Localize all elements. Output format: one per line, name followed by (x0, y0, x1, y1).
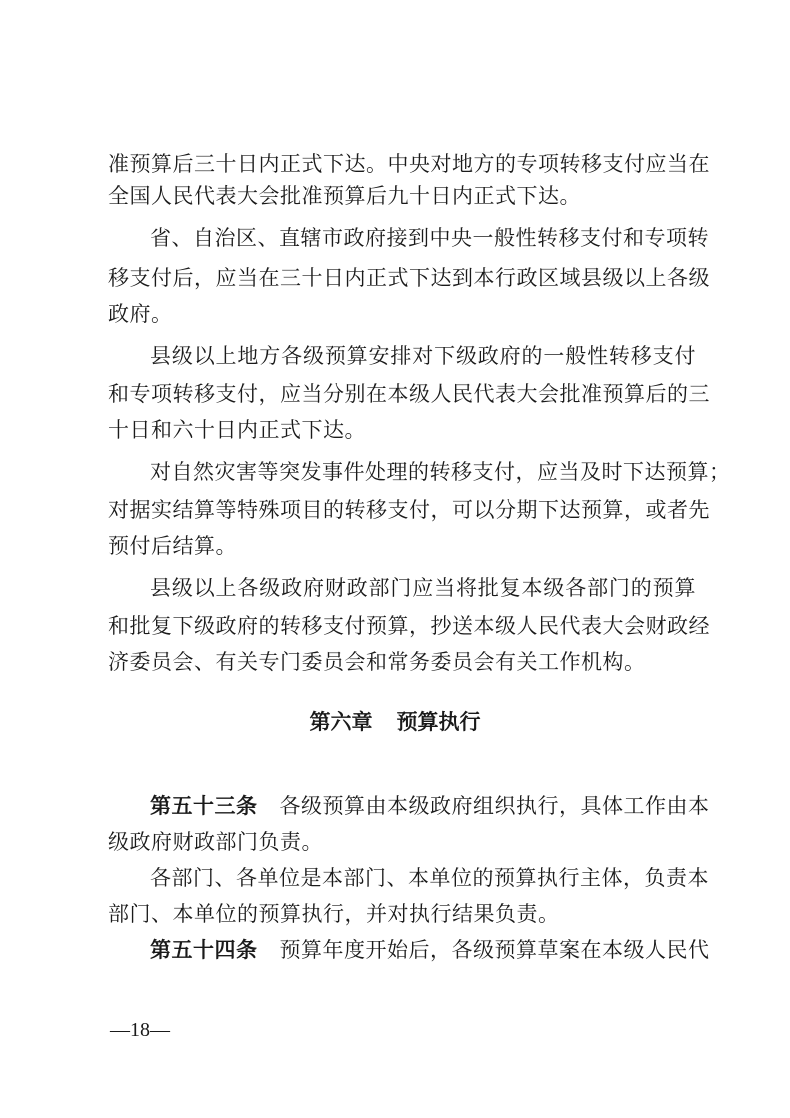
article-54-label: 第五十四条 (150, 938, 258, 962)
text-line: 和专项转移支付，应当分别在本级人民代表大会批准预算后的三 (108, 382, 710, 406)
text-line: 政府。 (108, 302, 173, 326)
text-line: 部门、本单位的预算执行，并对执行结果负责。 (108, 902, 560, 926)
chapter-heading (0, 706, 790, 738)
text-line: 对据实结算等特殊项目的转移支付，可以分期下达预算，或者先 (108, 498, 710, 522)
text-line: 济委员会、有关专门委员会和常务委员会有关工作机构。 (108, 650, 646, 674)
text-line: 县级以上各级政府财政部门应当将批复本级各部门的预算 (150, 576, 696, 600)
text-line: 全国人民代表大会批准预算后九十日内正式下达。 (108, 184, 581, 208)
text-line: 级政府财政部门负责。 (108, 830, 323, 854)
page-number: —18— (110, 1019, 170, 1041)
article-54-text: 预算年度开始后，各级预算草案在本级人民代 (279, 938, 710, 962)
text-line: 预付后结算。 (108, 534, 237, 558)
article-54-line (150, 934, 710, 966)
text-line: 和批复下级政府的转移支付预算，抄送本级人民代表大会财政经 (108, 614, 710, 638)
article-53-text: 各级预算由本级政府组织执行，具体工作由本 (279, 794, 710, 818)
text-line: 移支付后，应当在三十日内正式下达到本行政区域县级以上各级 (108, 266, 710, 290)
article-53-label: 第五十三条 (150, 794, 258, 818)
text-line: 县级以上地方各级预算安排对下级政府的一般性转移支付 (150, 344, 696, 368)
text-line: 各部门、各单位是本部门、本单位的预算执行主体，负责本 (150, 866, 709, 890)
chapter-title: 预算执行 (396, 710, 481, 734)
text-line: 对自然灾害等突发事件处理的转移支付，应当及时下达预算； (150, 460, 731, 484)
chapter-number: 第六章 (309, 710, 373, 734)
article-53-line (150, 790, 710, 822)
text-line: 省、自治区、直辖市政府接到中央一般性转移支付和专项转 (150, 226, 709, 250)
text-line: 十日和六十日内正式下达。 (108, 418, 366, 442)
text-line: 准预算后三十日内正式下达。中央对地方的专项转移支付应当在 (108, 152, 710, 176)
